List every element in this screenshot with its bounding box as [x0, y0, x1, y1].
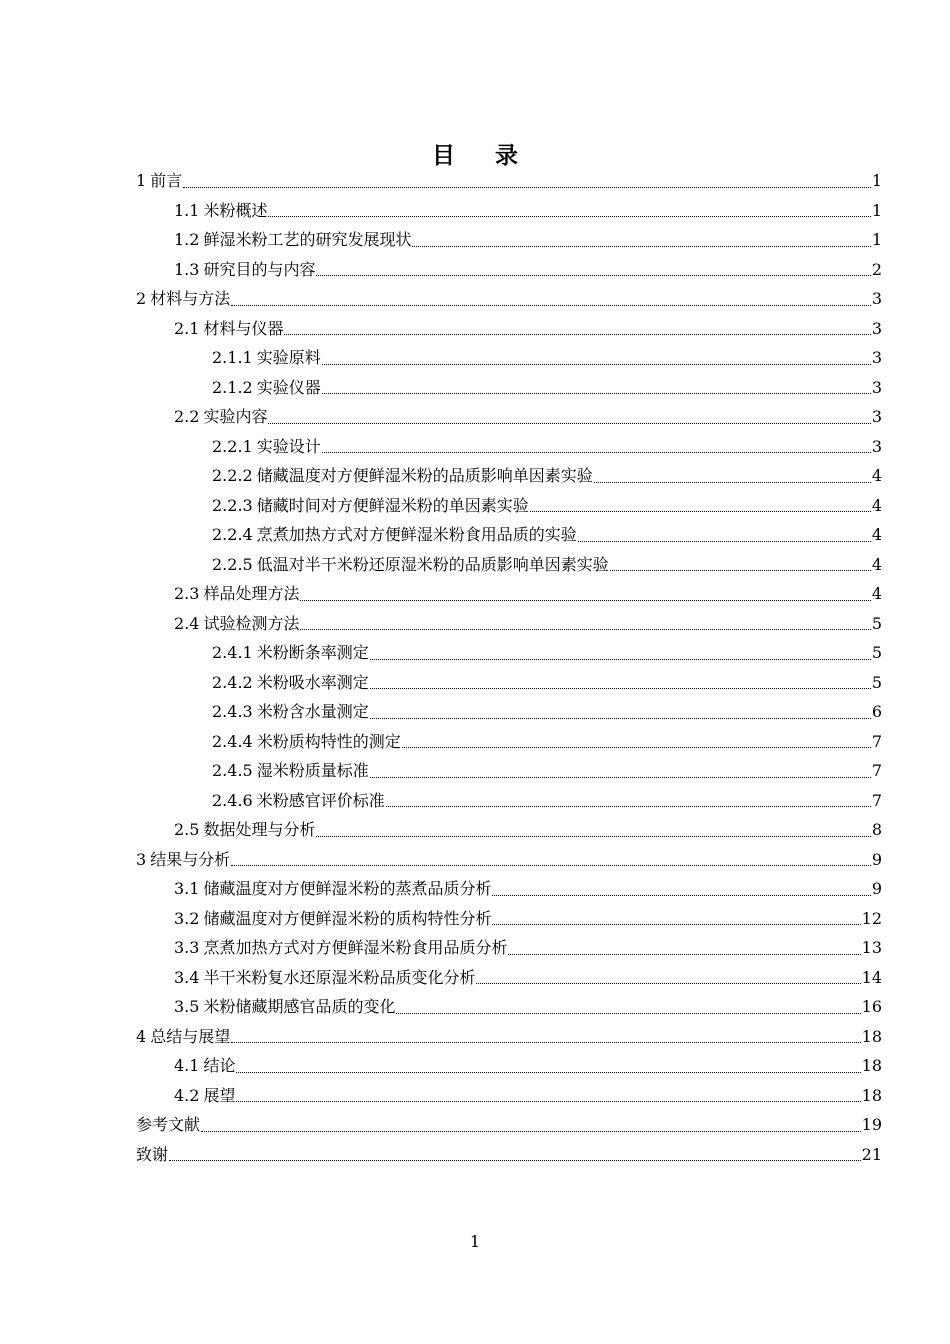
- toc-entry[interactable]: [136, 1022, 882, 1052]
- toc-entry-page: 5: [871, 643, 882, 662]
- toc-entry[interactable]: [136, 491, 882, 521]
- toc-entry-page: 13: [861, 938, 882, 957]
- toc-entry-title: 实验设计: [256, 436, 321, 456]
- toc-entry[interactable]: [136, 343, 882, 373]
- toc-entry[interactable]: [136, 550, 882, 580]
- toc-entry[interactable]: [136, 786, 882, 816]
- toc-entry[interactable]: [136, 314, 882, 344]
- toc-entry-title: 米粉概述: [203, 200, 268, 220]
- toc-entry[interactable]: [136, 166, 882, 196]
- toc-dot-leader: [322, 363, 871, 365]
- toc-dot-leader: [169, 1159, 861, 1161]
- toc-entry[interactable]: [136, 727, 882, 757]
- toc-dot-leader: [476, 982, 860, 984]
- toc-entry-title: 总结与展望: [150, 1026, 231, 1046]
- toc-entry[interactable]: [136, 815, 882, 845]
- toc-dot-leader: [370, 776, 871, 778]
- toc-entry-number: 2.1.1: [212, 348, 253, 367]
- toc-entry-title: 材料与方法: [150, 289, 231, 308]
- toc-dot-leader: [316, 274, 870, 276]
- toc-entry-page: 4: [871, 584, 882, 603]
- toc-dot-leader: [231, 1041, 860, 1043]
- toc-entry-title: 研究目的与内容: [203, 259, 316, 279]
- toc-entry-title: 储藏时间对方便鲜湿米粉的单因素实验: [256, 495, 529, 515]
- toc-entry-page: 3: [871, 348, 882, 367]
- toc-entry-page: 3: [871, 377, 882, 397]
- toc-entry-title: 米粉吸水率测定: [256, 672, 369, 692]
- toc-entry-page: 4: [871, 525, 882, 544]
- toc-entry-title: 米粉断条率测定: [256, 643, 369, 662]
- toc-dot-leader: [530, 510, 871, 512]
- toc-entry-number: 4.2: [174, 1085, 200, 1105]
- toc-entry-page: 18: [861, 1056, 882, 1075]
- toc-entry-number: 3.3: [174, 938, 200, 957]
- toc-entry[interactable]: [136, 756, 882, 786]
- toc-entry[interactable]: [136, 255, 882, 285]
- toc-entry-number: 2.5: [174, 820, 200, 839]
- toc-entry-page: 5: [871, 613, 882, 633]
- toc-entry[interactable]: [136, 1081, 882, 1111]
- toc-entry[interactable]: [136, 874, 882, 904]
- toc-dot-leader: [201, 1130, 861, 1132]
- toc-entry-number: 1.1: [174, 200, 200, 220]
- toc-entry-page: 3: [871, 289, 882, 308]
- page-number: 1: [469, 1232, 481, 1251]
- toc-dot-leader: [370, 687, 871, 689]
- toc-dot-leader: [231, 304, 871, 306]
- toc-entry-page: 18: [861, 1026, 882, 1046]
- toc-entry-title: 试验检测方法: [203, 613, 300, 633]
- toc-entry-title: 实验原料: [256, 348, 321, 367]
- toc-entry[interactable]: [136, 697, 882, 727]
- toc-title-left: 目: [432, 143, 455, 169]
- toc-entry-page: 21: [861, 1144, 882, 1164]
- toc-dot-leader: [183, 186, 871, 188]
- toc-dot-leader: [594, 481, 871, 483]
- toc-entry-title: 半干米粉复水还原湿米粉品质变化分析: [203, 967, 476, 987]
- toc-entry[interactable]: [136, 225, 882, 255]
- toc-entry-page: 7: [871, 731, 882, 751]
- toc-entry-title: 前言: [150, 171, 183, 190]
- toc-entry-number: 4: [136, 1026, 147, 1046]
- toc-entry-page: 4: [871, 554, 882, 574]
- toc-entry-page: 8: [871, 820, 882, 839]
- toc-entry[interactable]: [136, 196, 882, 226]
- toc-entry-title: 实验仪器: [256, 377, 321, 397]
- toc-entry-page: 7: [871, 790, 882, 810]
- toc-entry[interactable]: [136, 992, 882, 1022]
- toc-entry-page: 7: [871, 761, 882, 780]
- toc-entry-title: 米粉感官评价标准: [256, 790, 385, 810]
- toc-entry-title: 米粉储藏期感官品质的变化: [203, 997, 396, 1016]
- toc-entry-title: 展望: [203, 1085, 236, 1105]
- toc-entry-title: 米粉质构特性的测定: [256, 731, 401, 751]
- toc-dot-leader: [231, 864, 871, 866]
- toc-dot-leader: [322, 392, 871, 394]
- toc-entry[interactable]: [136, 609, 882, 639]
- toc-dot-leader: [300, 628, 870, 630]
- toc-entry-page: 3: [871, 436, 882, 456]
- toc-entry-number: 1.3: [174, 259, 200, 279]
- toc-entry[interactable]: [136, 845, 882, 875]
- toc-dot-leader: [508, 953, 860, 955]
- toc-dot-leader: [236, 1071, 860, 1073]
- toc-entry-number: 4.1: [174, 1056, 200, 1075]
- toc-entry-page: 14: [861, 967, 882, 987]
- toc-dot-leader: [578, 540, 871, 542]
- toc-entry-page: 19: [861, 1115, 882, 1134]
- toc-entry-title: 鲜湿米粉工艺的研究发展现状: [203, 230, 412, 249]
- toc-dot-leader: [236, 1100, 860, 1102]
- toc-entry-page: 9: [871, 879, 882, 898]
- toc-entry-title: 储藏温度对方便鲜湿米粉的质构特性分析: [203, 908, 492, 928]
- toc-entry-title: 烹煮加热方式对方便鲜湿米粉食用品质分析: [203, 938, 508, 957]
- toc-entry[interactable]: [136, 373, 882, 403]
- toc-entry-number: 2.4.3: [212, 702, 253, 721]
- toc-dot-leader: [396, 1012, 860, 1014]
- toc-dot-leader: [284, 333, 870, 335]
- toc-dot-leader: [492, 923, 860, 925]
- toc-entry-number: 3: [136, 849, 147, 869]
- toc-dot-leader: [492, 894, 870, 896]
- toc-entry-number: 2.2.4: [212, 525, 253, 544]
- toc-entry-page: 16: [861, 997, 882, 1016]
- toc-entry-title: 实验内容: [203, 407, 268, 426]
- toc-entry[interactable]: [136, 1110, 882, 1140]
- toc-dot-leader: [402, 746, 871, 748]
- toc-entry-number: 3.4: [174, 967, 200, 987]
- toc-entry[interactable]: [136, 1140, 882, 1170]
- toc-entry-number: 3.1: [174, 879, 200, 898]
- toc-entry-number: 2.2.2: [212, 466, 253, 485]
- toc-entry-page: 9: [871, 849, 882, 869]
- toc-entry-page: 12: [861, 908, 882, 928]
- toc-entry-number: 2.1: [174, 318, 200, 338]
- toc-entry-number: 2.4.1: [212, 643, 253, 662]
- toc-entry-page: 4: [871, 495, 882, 515]
- toc-entry-number: 2.2.5: [212, 554, 253, 574]
- toc-entry-page: 4: [871, 466, 882, 485]
- toc-dot-leader: [412, 245, 870, 247]
- toc-entry[interactable]: [136, 933, 882, 963]
- toc-entry-title: 参考文献: [136, 1115, 201, 1134]
- toc-entry-title: 数据处理与分析: [203, 820, 316, 839]
- toc-entry-page: 18: [861, 1085, 882, 1105]
- toc-dot-leader: [370, 717, 871, 719]
- toc-entry[interactable]: [136, 963, 882, 993]
- toc-dot-leader: [370, 658, 871, 660]
- toc-entry-number: 2: [136, 289, 147, 308]
- toc-entry[interactable]: [136, 668, 882, 698]
- toc-dot-leader: [268, 215, 870, 217]
- toc-entry[interactable]: [136, 904, 882, 934]
- toc-entry-number: 1.2: [174, 230, 200, 249]
- toc-dot-leader: [316, 835, 870, 837]
- toc-dot-leader: [300, 599, 870, 601]
- toc-entry[interactable]: [136, 402, 882, 432]
- toc-entry-number: 3.5: [174, 997, 200, 1016]
- toc-entry-number: 2.4: [174, 613, 200, 633]
- toc-entry-page: 6: [871, 702, 882, 721]
- toc-entry-title: 材料与仪器: [203, 318, 284, 338]
- toc-entry-page: 1: [871, 200, 882, 220]
- toc-entry-title: 结论: [203, 1056, 236, 1075]
- toc-entry-title: 储藏温度对方便鲜湿米粉的蒸煮品质分析: [203, 879, 492, 898]
- toc-entry-number: 1: [136, 171, 147, 190]
- toc-entry-title: 样品处理方法: [203, 584, 300, 603]
- toc-entry-number: 2.4.6: [212, 790, 253, 810]
- toc-entry-page: 1: [871, 171, 882, 190]
- toc-entry[interactable]: [136, 432, 882, 462]
- toc-entry-number: 2.4.2: [212, 672, 253, 692]
- toc-entry-number: 2.3: [174, 584, 200, 603]
- toc-entry-page: 3: [871, 407, 882, 426]
- toc-entry[interactable]: [136, 579, 882, 609]
- toc-entry-number: 3.2: [174, 908, 200, 928]
- toc-entry-page: 1: [871, 230, 882, 249]
- toc-list: [136, 166, 882, 1169]
- toc-entry-title: 米粉含水量测定: [256, 702, 369, 721]
- toc-entry-number: 2.1.2: [212, 377, 253, 397]
- toc-title-right: 录: [495, 143, 518, 169]
- toc-entry-number: 2.2.3: [212, 495, 253, 515]
- toc-dot-leader: [610, 569, 871, 571]
- toc-entry[interactable]: [136, 461, 882, 491]
- toc-entry-page: 2: [871, 259, 882, 279]
- toc-dot-leader: [386, 805, 871, 807]
- toc-entry-title: 致谢: [136, 1144, 169, 1164]
- toc-dot-leader: [322, 451, 871, 453]
- toc-entry-title: 结果与分析: [150, 849, 231, 869]
- toc-entry-number: 2.2.1: [212, 436, 253, 456]
- toc-entry[interactable]: [136, 638, 882, 668]
- toc-entry-title: 低温对半干米粉还原湿米粉的品质影响单因素实验: [256, 554, 609, 574]
- toc-dot-leader: [268, 422, 870, 424]
- toc-entry-number: 2.2: [174, 407, 200, 426]
- toc-entry[interactable]: [136, 520, 882, 550]
- toc-entry-page: 3: [871, 318, 882, 338]
- toc-entry-title: 储藏温度对方便鲜湿米粉的品质影响单因素实验: [256, 466, 593, 485]
- toc-entry-page: 5: [871, 672, 882, 692]
- toc-entry-title: 湿米粉质量标准: [256, 761, 369, 780]
- toc-entry[interactable]: [136, 284, 882, 314]
- toc-entry-title: 烹煮加热方式对方便鲜湿米粉食用品质的实验: [256, 525, 577, 544]
- toc-entry-number: 2.4.5: [212, 761, 253, 780]
- toc-entry-number: 2.4.4: [212, 731, 253, 751]
- toc-entry[interactable]: [136, 1051, 882, 1081]
